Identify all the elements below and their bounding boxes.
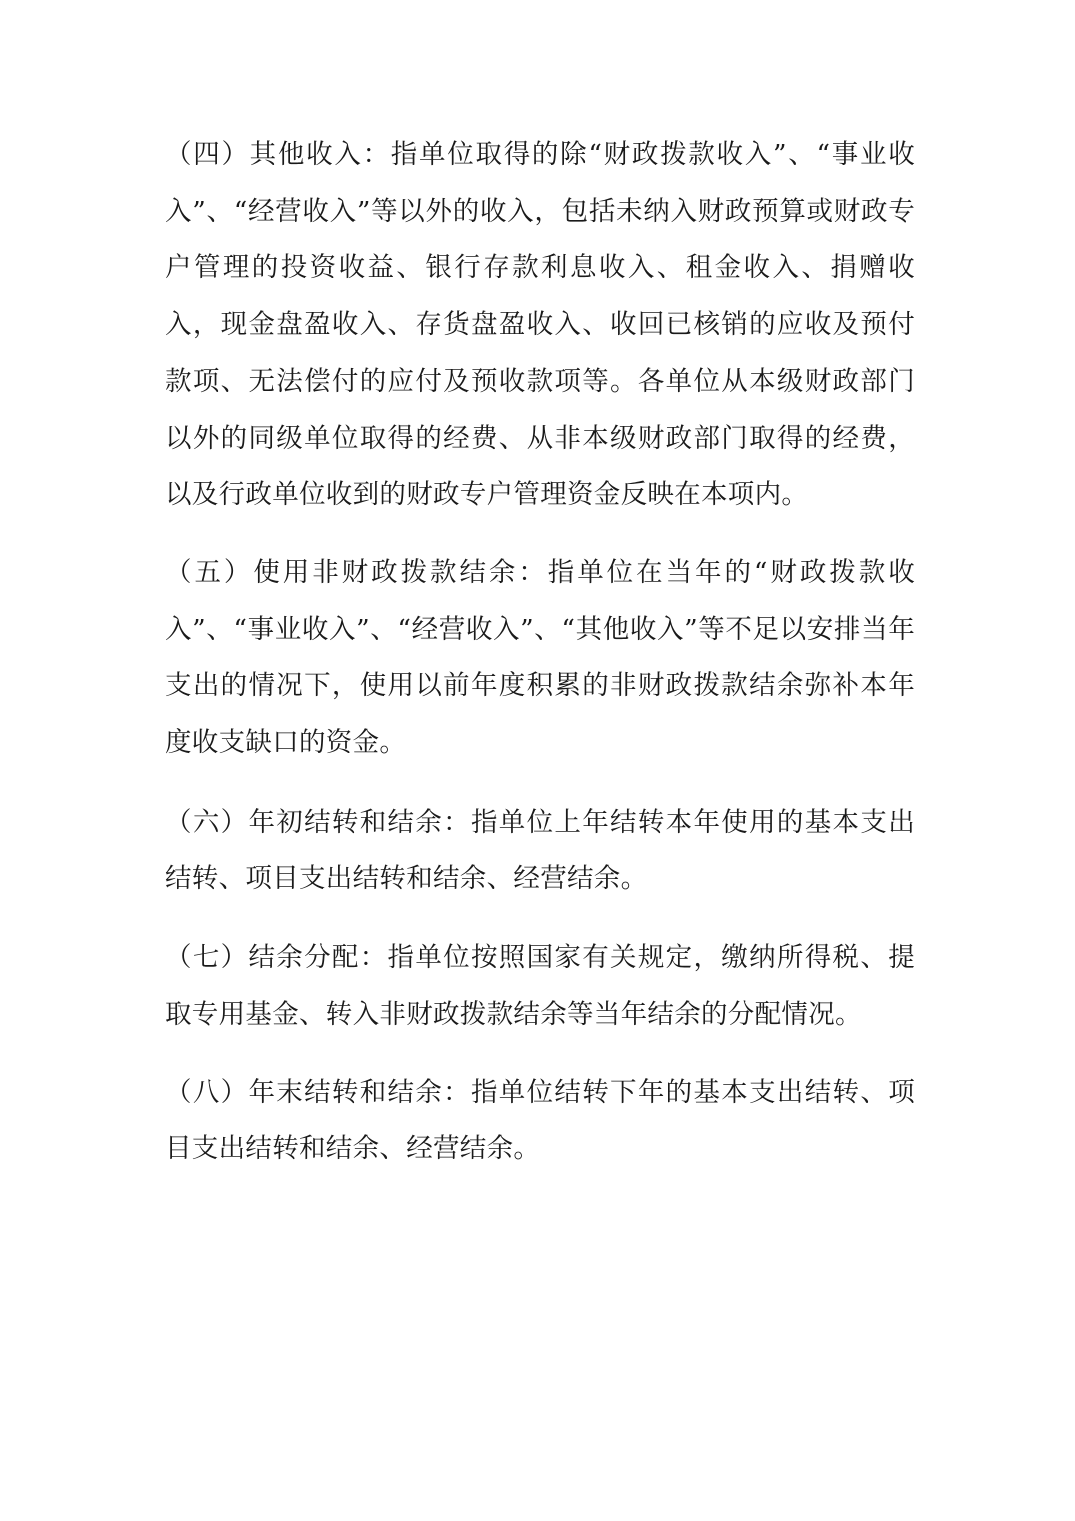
paragraph-opening-balance: （六）年初结转和结余：指单位上年结转本年使用的基本支出结转、项目支出结转和结余、经营结余。 — [165, 806, 915, 895]
document-body — [165, 127, 915, 1178]
paragraph-surplus-distribution: （七）结余分配：指单位按照国家有关规定，缴纳所得税、提取专用基金、转入非财政拨款结余等当年结余的分配情况。 — [165, 942, 915, 1030]
paragraph-non-fiscal-surplus: （五）使用非财政拨款结余：指单位在当年的“财政拨款收入”、“事业收入”、“经营收入”、“其他收入”等不足以安排当年支出的情况下，使用以前年度积累的非财政拨款结余弥补本年度收支缺口的资金。 — [165, 556, 915, 759]
paragraph-closing-balance: （八）年末结转和结余：指单位结转下年的基本支出结转、项目支出结转和结余、经营结余。 — [165, 1076, 915, 1165]
paragraph-other-income: （四）其他收入：指单位取得的除“财政拨款收入”、“事业收入”、“经营收入”等以外的收入，包括未纳入财政预算或财政专户管理的投资收益、银行存款利息收入、租金收入、捐赠收入，现金盘盈收入、存货盘盈收入、收回已核销的应收及预付款项、无法偿付的应付及预收款项等。各单位从本级财政部门以外的同级单位取得的经费、从非本级财政部门取得的经费，以及行政单位收到的财政专户管理资金反映在本项内。 — [165, 139, 915, 511]
